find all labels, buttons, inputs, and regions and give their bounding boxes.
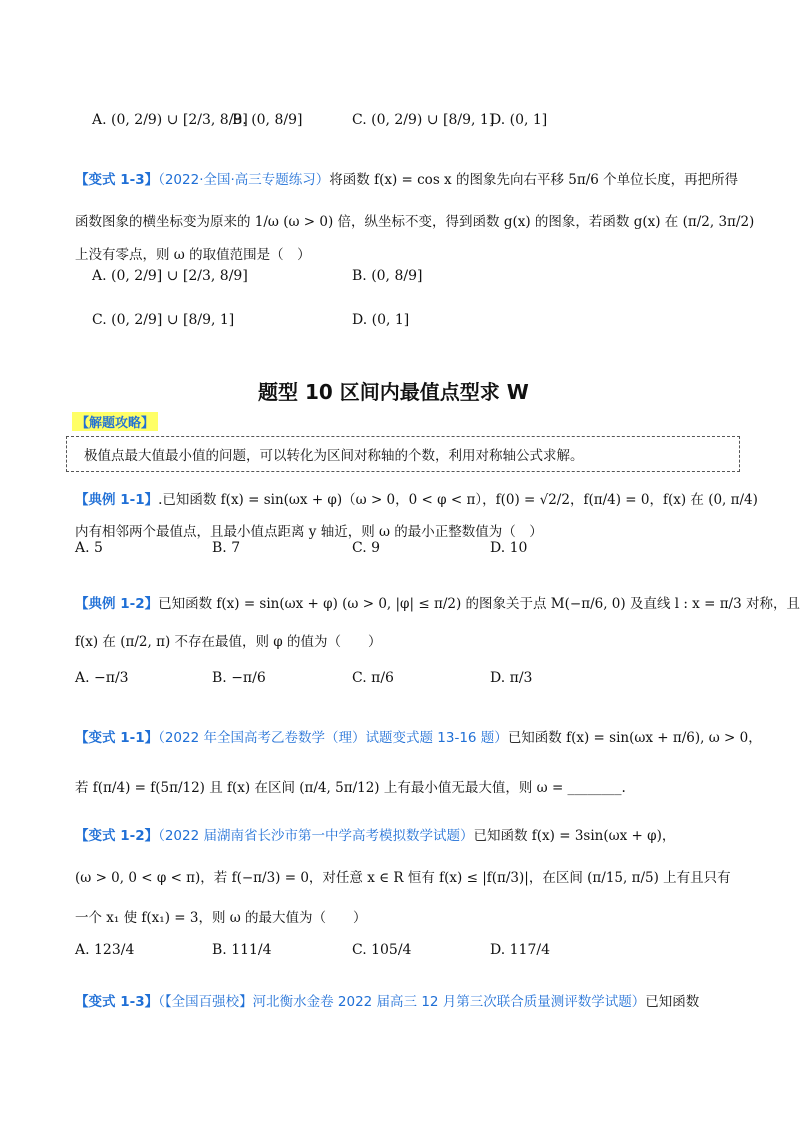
question-text: 上没有零点，则 ω 的取值范围是（ ）: [75, 247, 311, 263]
variant-1-2-header: [75, 824, 675, 844]
option-c: C. (0, 2/9) ∪ [8/9, 1]: [352, 112, 495, 128]
source-label: （2022 年全国高考乙卷数学（理）试题变式题 13-16 题）: [158, 730, 508, 746]
question-text: 已知函数 f(x) = sin(ωx + π/6), ω > 0，: [507, 730, 762, 746]
variant-tag: 【变式 1-3】: [75, 172, 159, 188]
question-text: 将函数 f(x) = cos x 的图象先向右平移 5π/6 个单位长度，再把所得: [329, 172, 739, 188]
question-text: 函数图象的横坐标变为原来的 1/ω (ω > 0) 倍，纵坐标不变，得到函数 g(x) 的图象，若函数 g(x) 在 (π/2, 3π/2): [75, 214, 755, 230]
option-a: A. 123/4: [75, 942, 135, 958]
question-text: .已知函数 f(x) = sin(ωx + φ)（ω > 0，0 < φ < π），f(0) = √2/2，f(π/4) = 0，f(x) 在 (0, π/4): [158, 492, 758, 508]
option-a: A. −π/3: [75, 670, 129, 686]
option-b: B. (0, 8/9]: [232, 112, 303, 128]
variant-tag: 【变式 1-1】: [75, 730, 159, 746]
example-tag: 【典例 1-2】: [75, 596, 159, 612]
option-b: B. (0, 8/9]: [352, 268, 423, 284]
question-text: (ω > 0, 0 < φ < π)，若 f(−π/3) = 0，对任意 x ∈ R 恒有 f(x) ≤ |f(π/3)|，在区间 (π/15, π/5) 上有且只有: [75, 870, 731, 886]
option-d: D. (0, 1]: [352, 312, 410, 328]
option-a: A. (0, 2/9) ∪ [2/3, 8/9]: [92, 112, 248, 128]
question-text: 已知函数 f(x) = 3sin(ωx + φ)，: [473, 828, 676, 844]
variant-1-1-header: [75, 726, 762, 746]
question-text: 已知函数 f(x) = sin(ωx + φ) (ω > 0, |φ| ≤ π/2) 的图象关于点 M(−π/6, 0) 及直线 l : x = π/3 对称，且: [158, 596, 800, 612]
variant-tag: 【变式 1-3】: [75, 994, 159, 1010]
question-text: 一个 x₁ 使 f(x₁) = 3，则 ω 的最大值为（ ）: [75, 910, 367, 926]
source-label: （2022·全国·高三专题练习）: [158, 172, 330, 188]
question-text: 内有相邻两个最值点，且最小值点距离 y 轴近，则 ω 的最小正整数值为（ ）: [75, 524, 543, 540]
example-tag: 【典例 1-1】: [75, 492, 159, 508]
option-b: B. 111/4: [212, 942, 272, 958]
option-d: D. 10: [490, 540, 528, 556]
example-1-2-header: [75, 592, 800, 612]
strategy-label: 【解题攻略】: [72, 412, 158, 431]
option-b: B. 7: [212, 540, 241, 556]
option-a: A. (0, 2/9] ∪ [2/3, 8/9]: [92, 268, 248, 284]
option-d: D. π/3: [490, 670, 533, 686]
example-1-1-header: [75, 488, 758, 508]
source-label: （2022 届湖南省长沙市第一中学高考模拟数学试题）: [158, 828, 474, 844]
option-d: D. (0, 1]: [490, 112, 548, 128]
question-text: 已知函数: [645, 994, 700, 1010]
option-b: B. −π/6: [212, 670, 266, 686]
variant-1-3-header: [75, 168, 738, 188]
option-a: A. 5: [75, 540, 103, 556]
question-text: 若 f(π/4) = f(5π/12) 且 f(x) 在区间 (π/4, 5π/12) 上有最小值无最大值，则 ω = ________.: [75, 780, 626, 796]
section-title: 题型 10 区间内最值点型求 W: [258, 380, 529, 404]
variant-tag: 【变式 1-2】: [75, 828, 159, 844]
option-d: D. 117/4: [490, 942, 550, 958]
strategy-text: 极值点最大值最小值的问题，可以转化为区间对称轴的个数，利用对称轴公式求解。: [84, 448, 584, 464]
option-c: C. 105/4: [352, 942, 412, 958]
option-c: C. 9: [352, 540, 381, 556]
variant-1-3b-header: [75, 990, 699, 1010]
question-text: f(x) 在 (π/2, π) 不存在最值，则 φ 的值为（ ）: [75, 634, 382, 650]
source-label: （【全国百强校】河北衡水金卷 2022 届高三 12 月第三次联合质量测评数学试题）: [158, 994, 646, 1010]
option-c: C. (0, 2/9] ∪ [8/9, 1]: [92, 312, 235, 328]
option-c: C. π/6: [352, 670, 394, 686]
